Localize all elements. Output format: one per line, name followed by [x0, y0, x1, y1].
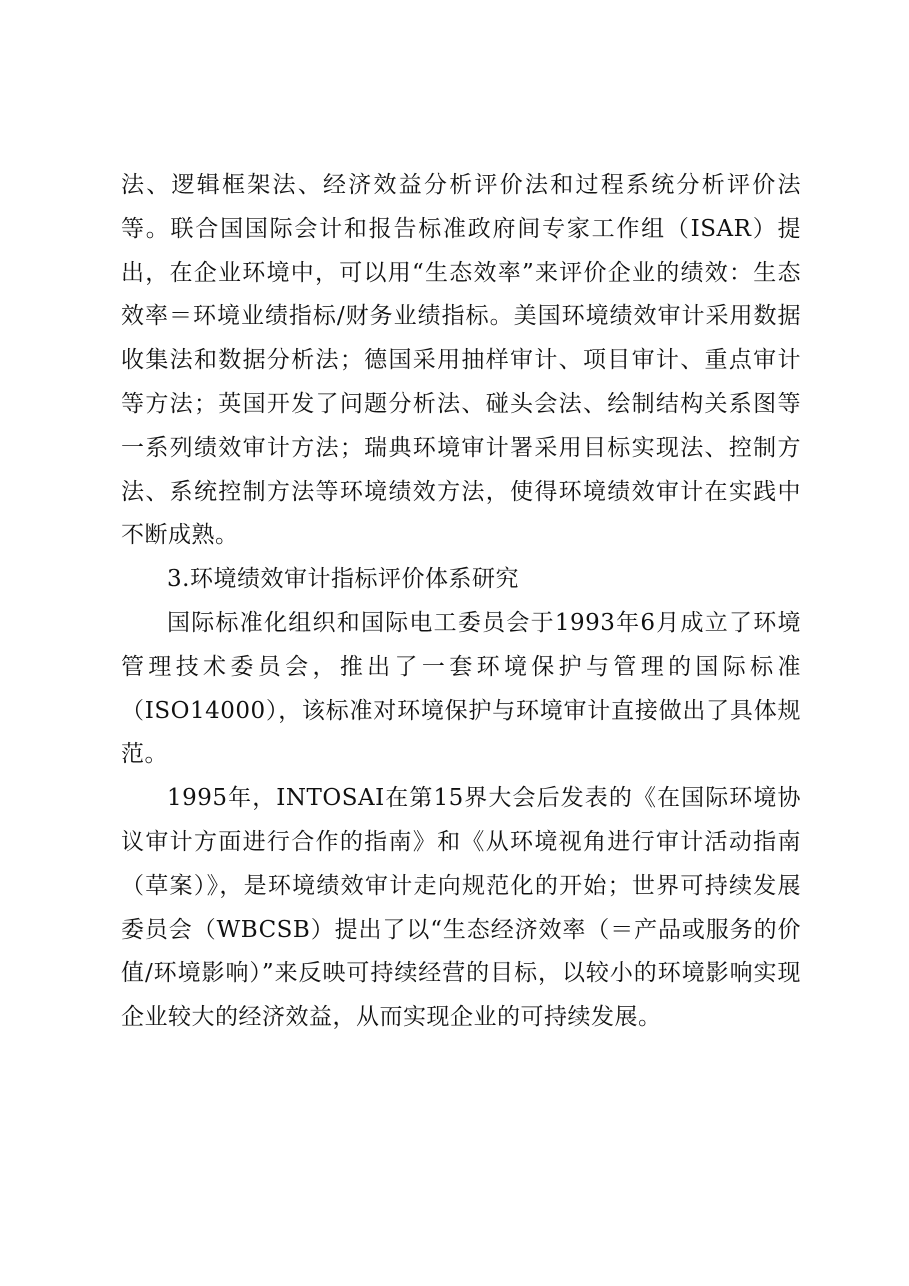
paragraph-methods: 法、逻辑框架法、经济效益分析评价法和过程系统分析评价法等。联合国国际会计和报告标准政府间专家工作组（ISAR）提出，在企业环境中，可以用“生态效率”来评价企业的绩效：生态效率＝环境业绩指标/财务业绩指标。美国环境绩效审计采用数据收集法和数据分析法；德国采用抽样审计、项目审计、重点审计等方法；英国开发了问题分析法、碰头会法、绘制结构关系图等一系列绩效审计方法；瑞典环境审计署采用目标实现法、控制方法、系统控制方法等环境绩效方法，使得环境绩效审计在实践中不断成熟。 [121, 172, 801, 549]
section-heading-3: 3.环境绩效审计指标评价体系研究 [167, 566, 519, 593]
paragraph-intosai: 1995年，INTOSAI在第15界大会后发表的《在国际环境协议审计方面进行合作的指南》和《从环境视角进行审计活动指南（草案）》，是环境绩效审计走向规范化的开始；世界可持续发展委员会（WBCSB）提出了以“生态经济效率（＝产品或服务的价值/环境影响）”来反映可持续经营的目标，以较小的环境影响实现企业较大的经济效益，从而实现企业的可持续发展。 [121, 785, 801, 1031]
document-body [121, 164, 801, 1040]
paragraph-iso14000: 国际标准化组织和国际电工委员会于1993年6月成立了环境管理技术委员会，推出了一套环境保护与管理的国际标准（ISO14000），该标准对环境保护与环境审计直接做出了具体规范。 [121, 609, 801, 768]
